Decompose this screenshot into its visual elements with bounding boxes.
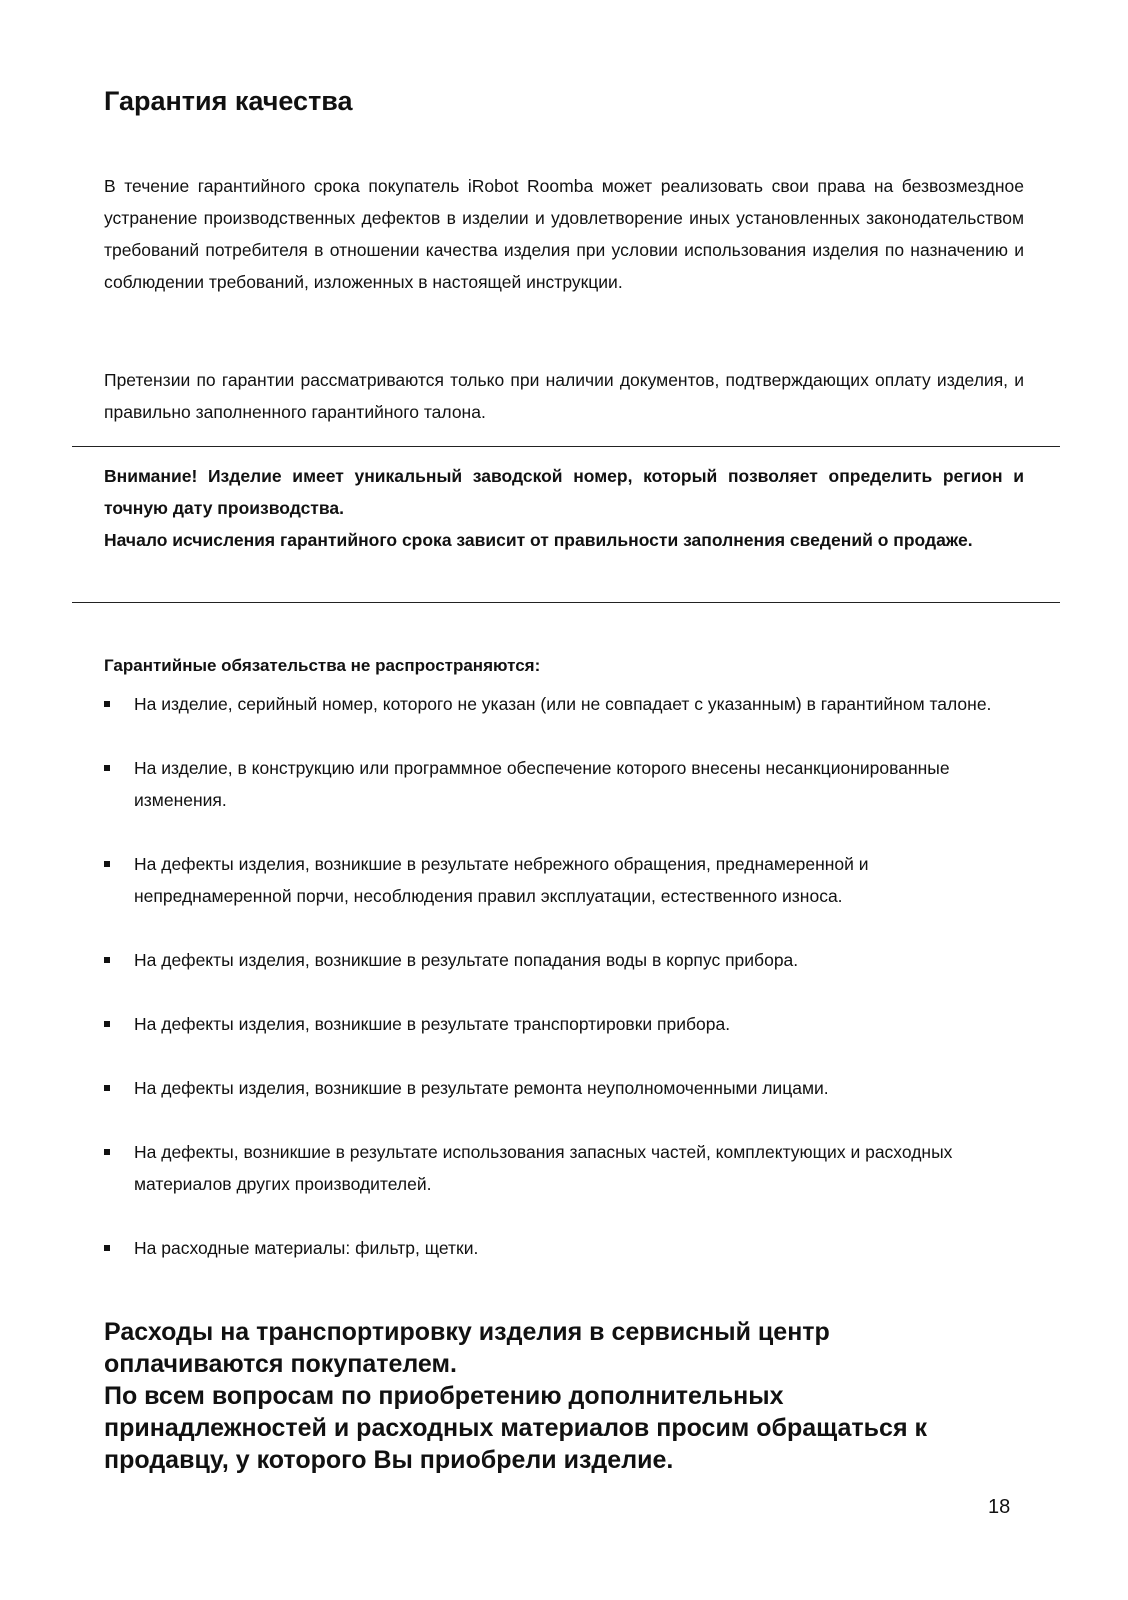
list-item	[104, 688, 1004, 720]
notice-serial-number: Внимание! Изделие имеет уникальный заводской номер, который позволяет определить регион и точную дату производства.	[104, 466, 1024, 518]
list-item-text: На изделие, в конструкцию или программное обеспечение которого внесены несанкционированные изменения.	[134, 758, 950, 810]
bullet-icon	[104, 1021, 110, 1027]
footer-accessories-contact: По всем вопросам по приобретению дополнительных принадлежностей и расходных материалов просим обращаться к продавцу, у которого Вы приобрели изделие.	[104, 1382, 927, 1474]
page-title: Гарантия качества	[104, 86, 353, 116]
list-item	[104, 752, 1004, 816]
divider-bottom	[72, 602, 1060, 603]
list-item	[104, 848, 1004, 912]
exclusions-list	[104, 688, 1004, 1296]
bullet-icon	[104, 1245, 110, 1251]
notice-block	[104, 460, 1024, 556]
list-item-text: На расходные материалы: фильтр, щетки.	[134, 1238, 479, 1258]
bullet-icon	[104, 1149, 110, 1155]
warranty-paragraph-rights: В течение гарантийного срока покупатель iRobot Roomba может реализовать свои права на безвозмездное устранение производственных дефектов в изделии и удовлетворение иных установленных законодательством требований потребителя в отношении качества изделия при условии использования изделия по назначению и соблюдении требований, изложенных в настоящей инструкции.	[104, 176, 1024, 292]
bullet-icon	[104, 1085, 110, 1091]
list-item-text: На дефекты изделия, возникшие в результате попадания воды в корпус прибора.	[134, 950, 799, 970]
notice-warranty-start: Начало исчисления гарантийного срока зависит от правильности заполнения сведений о продаже.	[104, 530, 973, 550]
list-item	[104, 1136, 1004, 1200]
list-item-text: На дефекты изделия, возникшие в результате ремонта неуполномоченными лицами.	[134, 1078, 829, 1098]
exclusions-heading: Гарантийные обязательства не распространяются:	[104, 656, 541, 675]
divider-top	[72, 446, 1060, 447]
page-number: 18	[988, 1496, 1011, 1518]
list-item-text: На изделие, серийный номер, которого не указан (или не совпадает с указанным) в гарантийном талоне.	[134, 694, 992, 714]
list-item	[104, 1232, 1004, 1264]
footer-shipping-costs: Расходы на транспортировку изделия в сервисный центр оплачиваются покупателем.	[104, 1318, 830, 1378]
list-item	[104, 944, 1004, 976]
list-item-text: На дефекты изделия, возникшие в результате небрежного обращения, преднамеренной и непреднамеренной порчи, несоблюдения правил эксплуатации, естественного износа.	[134, 854, 869, 906]
bullet-icon	[104, 957, 110, 963]
warranty-paragraph-claims: Претензии по гарантии рассматриваются только при наличии документов, подтверждающих оплату изделия, и правильно заполненного гарантийного талона.	[104, 370, 1024, 422]
bullet-icon	[104, 701, 110, 707]
list-item-text: На дефекты, возникшие в результате использования запасных частей, комплектующих и расходных материалов других производителей.	[134, 1142, 953, 1194]
footer-notice	[104, 1316, 1004, 1476]
bullet-icon	[104, 861, 110, 867]
bullet-icon	[104, 765, 110, 771]
list-item	[104, 1008, 1004, 1040]
list-item	[104, 1072, 1004, 1104]
list-item-text: На дефекты изделия, возникшие в результате транспортировки прибора.	[134, 1014, 731, 1034]
